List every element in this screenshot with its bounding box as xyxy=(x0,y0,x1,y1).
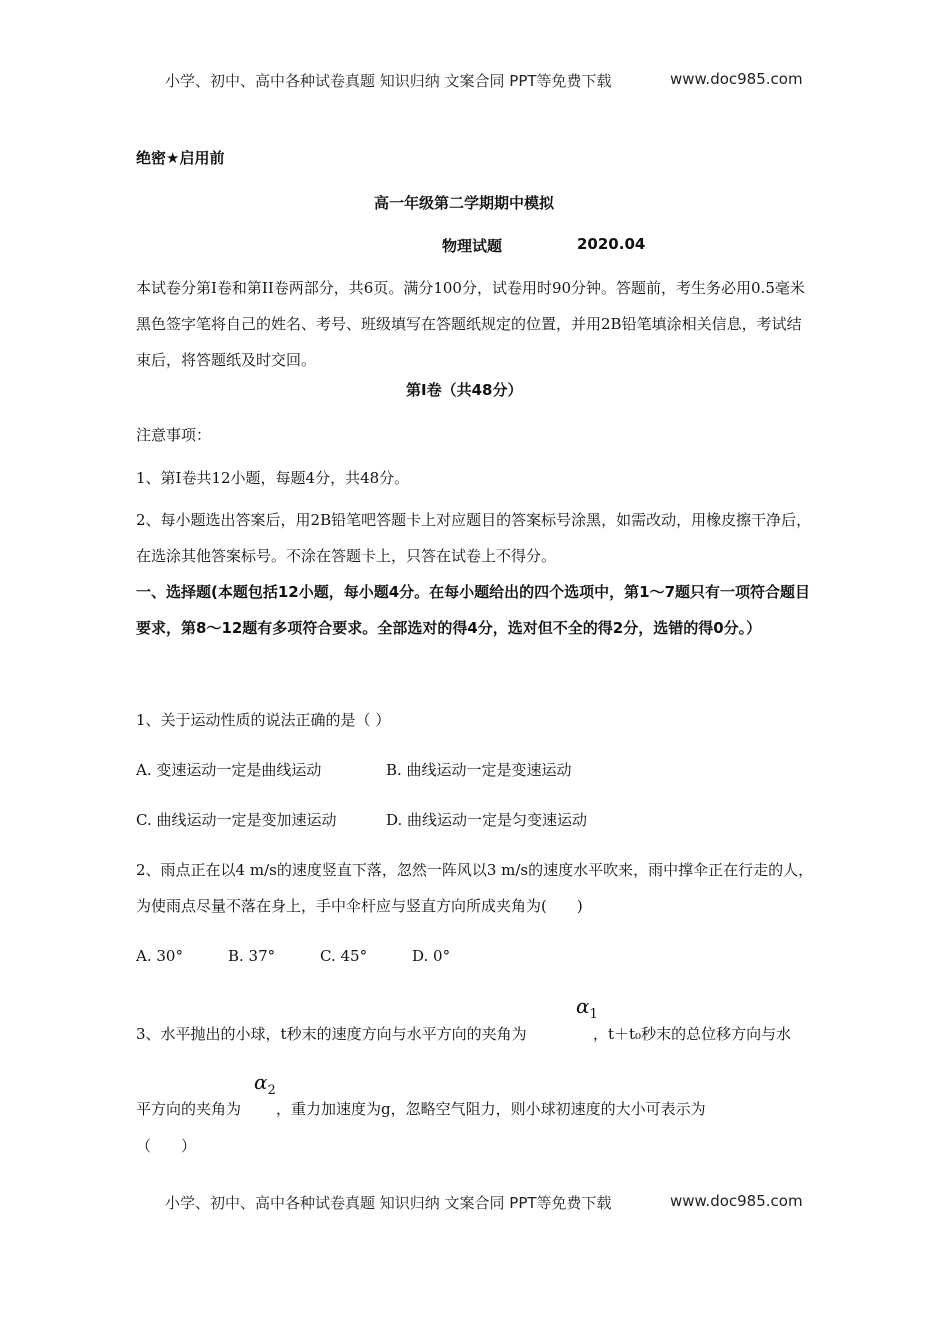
notes-title: 注意事项： xyxy=(136,426,212,444)
q1-option-a[interactable]: A. 变速运动一定是曲线运动 xyxy=(136,761,322,779)
note-2: 2、每小题选出答案后，用2B铅笔吧答题卡上对应题目的答案标号涂黑，如需改动，用橡皮擦干净后，在选涂其他答案标号。不涂在答题卡上，只答在试卷上不得分。 xyxy=(136,511,812,565)
alpha1-symbol: $\alpha_1$ xyxy=(576,994,598,1022)
q1-option-d[interactable]: D. 曲线运动一定是匀变速运动 xyxy=(386,811,588,829)
q3-text-part5: （ ） xyxy=(136,1137,197,1155)
header-banner: 小学、初中、高中各种试卷真题 知识归纳 文案合同 PPT等免费下载 xyxy=(165,72,612,90)
q3-text-part2: ，t＋t₀秒末的总位移方向与水 xyxy=(593,1025,792,1043)
q3-text-part3: 平方向的夹角为 xyxy=(136,1100,242,1118)
q2-stem: 2、雨点正在以4 m/s的速度竖直下落，忽然一阵风以3 m/s的速度水平吹来，雨中撑伞正在行走的人，为使雨点尽量不落在身上，手中伞杆应与竖直方向所成夹角为( ) xyxy=(136,861,814,915)
q1-stem: 1、关于运动性质的说法正确的是（ ） xyxy=(136,711,391,729)
q2-option-c[interactable]: C. 45° xyxy=(320,947,368,965)
exam-subject: 物理试题 xyxy=(442,237,503,255)
secret-label: 绝密★启用前 xyxy=(136,149,225,167)
alpha2-symbol: $\alpha_2$ xyxy=(254,1070,276,1098)
intro-paragraph: 本试卷分第Ⅰ卷和第II卷两部分，共6页。满分100分，试卷用时90分钟。答题前，考生务必用0.5毫米黑色签字笔将自己的姓名、考号、班级填写在答题纸规定的位置，并用2B铅笔填涂相关信息，考试结束后，将答题纸及时交回。 xyxy=(136,279,805,369)
header-site-link[interactable]: www.doc985.com xyxy=(670,70,803,88)
part1-title: 第Ⅰ卷（共48分） xyxy=(406,381,523,399)
q2-option-a[interactable]: A. 30° xyxy=(136,947,183,965)
q2-option-b[interactable]: B. 37° xyxy=(228,947,276,965)
q1-option-b[interactable]: B. 曲线运动一定是变速运动 xyxy=(386,761,572,779)
q3-text-part4: ，重力加速度为g，忽略空气阻力，则小球初速度的大小可表示为 xyxy=(276,1100,706,1118)
q3-text-part1: 3、水平抛出的小球，t秒末的速度方向与水平方向的夹角为 xyxy=(136,1025,527,1043)
q1-option-c[interactable]: C. 曲线运动一定是变加速运动 xyxy=(136,811,337,829)
exam-title: 高一年级第二学期期中模拟 xyxy=(374,194,555,212)
note-1: 1、第Ⅰ卷共12小题，每题4分，共48分。 xyxy=(136,469,410,487)
footer-banner: 小学、初中、高中各种试卷真题 知识归纳 文案合同 PPT等免费下载 xyxy=(165,1194,612,1212)
section1-heading: 一、选择题(本题包括12小题，每小题4分。在每小题给出的四个选项中，第1～7题只有一项符合题目要求，第8～12题有多项符合要求。全部选对的得4分，选对但不全的得2分，选错的得0分。） xyxy=(136,583,811,637)
exam-date: 2020.04 xyxy=(577,235,646,253)
q2-option-d[interactable]: D. 0° xyxy=(412,947,451,965)
footer-site-link[interactable]: www.doc985.com xyxy=(670,1192,803,1210)
